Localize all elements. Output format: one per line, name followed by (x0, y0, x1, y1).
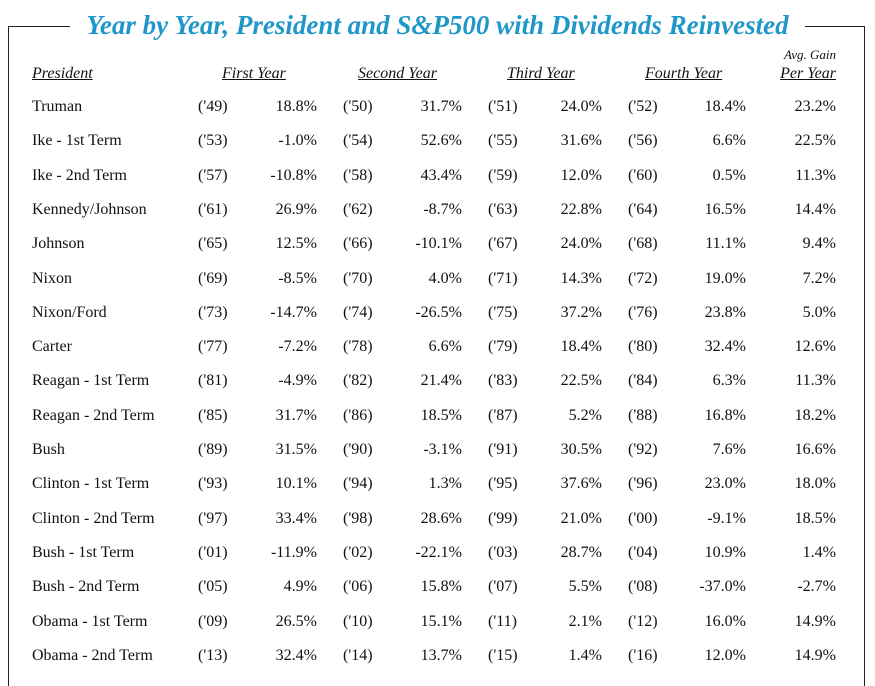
second-year-value: -3.1% (423, 441, 462, 458)
fourth-year-label: ('92) (628, 441, 658, 458)
fourth-year-value: 7.6% (712, 441, 746, 458)
header-per-year: Per Year (780, 65, 836, 82)
president-name: Nixon/Ford (32, 303, 107, 321)
avg-gain-value: 16.6% (794, 441, 836, 458)
second-year-label: ('70) (343, 269, 373, 287)
president-name: Bush - 1st Term (32, 543, 135, 561)
third-year-label: ('67) (488, 235, 518, 253)
first-year-value: 33.4% (275, 509, 317, 527)
table-row (0, 370, 875, 394)
second-year-value: 52.6% (420, 132, 462, 150)
second-year-value: 28.6% (420, 509, 462, 527)
first-year-value: 12.5% (275, 235, 317, 253)
first-year-label: ('69) (198, 269, 228, 287)
table-row (0, 473, 875, 497)
fourth-year-value: 19.0% (704, 269, 746, 287)
table-row (0, 96, 875, 120)
third-year-label: ('91) (488, 441, 518, 458)
first-year-value: -11.9% (270, 543, 317, 561)
president-name: Obama - 2nd Term (32, 646, 153, 664)
first-year-label: ('65) (198, 235, 228, 253)
second-year-value: -10.1% (415, 235, 462, 253)
fourth-year-value: 32.4% (704, 338, 746, 356)
first-year-label: ('89) (198, 441, 228, 458)
third-year-value: 2.1% (568, 612, 602, 630)
third-year-label: ('83) (488, 372, 518, 390)
fourth-year-value: 12.0% (704, 646, 746, 664)
second-year-label: ('94) (343, 475, 373, 493)
first-year-label: ('13) (198, 646, 228, 664)
table-row (0, 611, 875, 635)
first-year-value: -14.7% (270, 303, 317, 321)
avg-gain-value: 12.6% (794, 338, 836, 356)
fourth-year-label: ('84) (628, 372, 658, 390)
first-year-label: ('01) (198, 543, 228, 561)
table-row (0, 336, 875, 360)
avg-gain-value: 22.5% (794, 132, 836, 150)
fourth-year-value: 23.0% (704, 475, 746, 493)
avg-gain-value: 23.2% (794, 98, 836, 115)
first-year-value: 32.4% (275, 646, 317, 664)
first-year-value: -1.0% (278, 132, 317, 150)
first-year-label: ('05) (198, 578, 228, 596)
header-avg-gain: Avg. Gain (784, 47, 836, 62)
president-name: Bush - 2nd Term (32, 578, 140, 596)
table-row (0, 439, 875, 463)
avg-gain-value: 11.3% (795, 372, 836, 390)
third-year-value: 37.2% (560, 303, 602, 321)
president-name: Bush (32, 441, 65, 458)
first-year-value: 26.5% (275, 612, 317, 630)
second-year-label: ('10) (343, 612, 373, 630)
avg-gain-value: 14.9% (794, 646, 836, 664)
third-year-label: ('55) (488, 132, 518, 150)
first-year-value: -10.8% (270, 166, 317, 184)
first-year-label: ('77) (198, 338, 228, 356)
fourth-year-label: ('12) (628, 612, 658, 630)
third-year-label: ('95) (488, 475, 518, 493)
second-year-value: 43.4% (420, 166, 462, 184)
first-year-value: -7.2% (278, 338, 317, 356)
table-row (0, 130, 875, 154)
header-third-year: Third Year (507, 65, 575, 82)
third-year-value: 5.5% (568, 578, 602, 596)
second-year-value: 1.3% (428, 475, 462, 493)
first-year-value: -8.5% (278, 269, 317, 287)
fourth-year-value: 18.4% (704, 98, 746, 115)
first-year-label: ('97) (198, 509, 228, 527)
president-name: Truman (32, 98, 83, 115)
fourth-year-label: ('88) (628, 406, 658, 424)
president-name: Nixon (32, 269, 72, 287)
second-year-value: -26.5% (415, 303, 462, 321)
second-year-value: 15.1% (420, 612, 462, 630)
avg-gain-value: -2.7% (797, 578, 836, 596)
fourth-year-label: ('60) (628, 166, 658, 184)
second-year-label: ('14) (343, 646, 373, 664)
president-name: Kennedy/Johnson (32, 200, 147, 218)
second-year-label: ('82) (343, 372, 373, 390)
third-year-label: ('71) (488, 269, 518, 287)
third-year-value: 22.8% (560, 200, 602, 218)
second-year-label: ('62) (343, 200, 373, 218)
second-year-label: ('50) (343, 98, 373, 115)
fourth-year-label: ('72) (628, 269, 658, 287)
third-year-label: ('63) (488, 200, 518, 218)
third-year-value: 24.0% (560, 98, 602, 115)
page-title: Year by Year, President and S&P500 with Dividends Reinvested (70, 8, 804, 42)
president-name: Johnson (32, 235, 85, 253)
header-second-year: Second Year (358, 65, 437, 82)
third-year-value: 5.2% (568, 406, 602, 424)
fourth-year-label: ('04) (628, 543, 658, 561)
second-year-label: ('02) (343, 543, 373, 561)
second-year-label: ('58) (343, 166, 373, 184)
fourth-year-label: ('76) (628, 303, 658, 321)
president-name: Ike - 1st Term (32, 132, 122, 150)
table-row (0, 268, 875, 292)
third-year-label: ('87) (488, 406, 518, 424)
second-year-value: 6.6% (428, 338, 462, 356)
third-year-label: ('03) (488, 543, 518, 561)
first-year-value: 4.9% (283, 578, 317, 596)
president-name: Reagan - 1st Term (32, 372, 150, 390)
third-year-label: ('15) (488, 646, 518, 664)
second-year-value: 31.7% (420, 98, 462, 115)
second-year-label: ('74) (343, 303, 373, 321)
president-name: Clinton - 2nd Term (32, 509, 155, 527)
first-year-value: 18.8% (275, 98, 317, 115)
avg-gain-value: 9.4% (802, 235, 836, 253)
third-year-value: 14.3% (560, 269, 602, 287)
third-year-label: ('59) (488, 166, 518, 184)
second-year-label: ('90) (343, 441, 373, 458)
fourth-year-value: 10.9% (704, 543, 746, 561)
third-year-value: 24.0% (560, 235, 602, 253)
table-row (0, 165, 875, 189)
avg-gain-value: 14.4% (794, 200, 836, 218)
third-year-label: ('07) (488, 578, 518, 596)
fourth-year-label: ('64) (628, 200, 658, 218)
second-year-value: 21.4% (420, 372, 462, 390)
first-year-label: ('85) (198, 406, 228, 424)
third-year-value: 31.6% (560, 132, 602, 150)
first-year-label: ('09) (198, 612, 228, 630)
second-year-value: -8.7% (423, 200, 462, 218)
table-row (0, 233, 875, 257)
second-year-value: 4.0% (428, 269, 462, 287)
fourth-year-label: ('08) (628, 578, 658, 596)
second-year-value: 13.7% (420, 646, 462, 664)
fourth-year-value: 11.1% (705, 235, 746, 253)
president-name: Reagan - 2nd Term (32, 406, 155, 424)
third-year-value: 37.6% (560, 475, 602, 493)
third-year-label: ('51) (488, 98, 518, 115)
table-row (0, 508, 875, 532)
table-row (0, 405, 875, 429)
second-year-label: ('86) (343, 406, 373, 424)
fourth-year-label: ('00) (628, 509, 658, 527)
president-name: Clinton - 1st Term (32, 475, 150, 493)
fourth-year-label: ('96) (628, 475, 658, 493)
first-year-label: ('81) (198, 372, 228, 390)
first-year-value: 10.1% (275, 475, 317, 493)
third-year-value: 22.5% (560, 372, 602, 390)
first-year-label: ('61) (198, 200, 228, 218)
fourth-year-label: ('80) (628, 338, 658, 356)
fourth-year-value: 16.8% (704, 406, 746, 424)
avg-gain-value: 1.4% (802, 543, 836, 561)
fourth-year-value: 16.5% (704, 200, 746, 218)
avg-gain-value: 11.3% (795, 166, 836, 184)
fourth-year-value: 6.6% (712, 132, 746, 150)
third-year-label: ('11) (488, 612, 517, 630)
fourth-year-value: 6.3% (712, 372, 746, 390)
table-row (0, 302, 875, 326)
fourth-year-value: 23.8% (704, 303, 746, 321)
third-year-value: 12.0% (560, 166, 602, 184)
third-year-label: ('79) (488, 338, 518, 356)
avg-gain-value: 5.0% (802, 303, 836, 321)
fourth-year-label: ('56) (628, 132, 658, 150)
avg-gain-value: 18.2% (794, 406, 836, 424)
first-year-value: -4.9% (278, 372, 317, 390)
header-fourth-year: Fourth Year (645, 65, 723, 82)
avg-gain-value: 7.2% (802, 269, 836, 287)
president-name: Ike - 2nd Term (32, 166, 127, 184)
fourth-year-label: ('68) (628, 235, 658, 253)
third-year-value: 21.0% (560, 509, 602, 527)
table-row (0, 576, 875, 600)
fourth-year-value: 16.0% (704, 612, 746, 630)
table-row (0, 542, 875, 566)
first-year-label: ('49) (198, 98, 228, 115)
second-year-label: ('98) (343, 509, 373, 527)
fourth-year-value: -9.1% (707, 509, 746, 527)
second-year-label: ('06) (343, 578, 373, 596)
first-year-label: ('73) (198, 303, 228, 321)
third-year-label: ('75) (488, 303, 518, 321)
title-container (0, 8, 875, 42)
second-year-value: 15.8% (420, 578, 462, 596)
third-year-value: 1.4% (568, 646, 602, 664)
table-row (0, 199, 875, 223)
third-year-label: ('99) (488, 509, 518, 527)
second-year-label: ('78) (343, 338, 373, 356)
avg-gain-value: 18.5% (794, 509, 836, 527)
first-year-value: 31.5% (275, 441, 317, 458)
avg-gain-value: 14.9% (794, 612, 836, 630)
first-year-value: 26.9% (275, 200, 317, 218)
president-name: Carter (32, 338, 72, 356)
second-year-label: ('54) (343, 132, 373, 150)
avg-gain-value: 18.0% (794, 475, 836, 493)
fourth-year-label: ('52) (628, 98, 658, 115)
first-year-value: 31.7% (275, 406, 317, 424)
third-year-value: 28.7% (560, 543, 602, 561)
header-first-year: First Year (222, 65, 286, 82)
second-year-label: ('66) (343, 235, 373, 253)
first-year-label: ('93) (198, 475, 228, 493)
president-name: Obama - 1st Term (32, 612, 148, 630)
third-year-value: 30.5% (560, 441, 602, 458)
first-year-label: ('53) (198, 132, 228, 150)
fourth-year-label: ('16) (628, 646, 658, 664)
fourth-year-value: -37.0% (699, 578, 746, 596)
header-president: President (32, 65, 93, 82)
first-year-label: ('57) (198, 166, 228, 184)
table-row (0, 645, 875, 669)
second-year-value: 18.5% (420, 406, 462, 424)
third-year-value: 18.4% (560, 338, 602, 356)
second-year-value: -22.1% (415, 543, 462, 561)
fourth-year-value: 0.5% (712, 166, 746, 184)
